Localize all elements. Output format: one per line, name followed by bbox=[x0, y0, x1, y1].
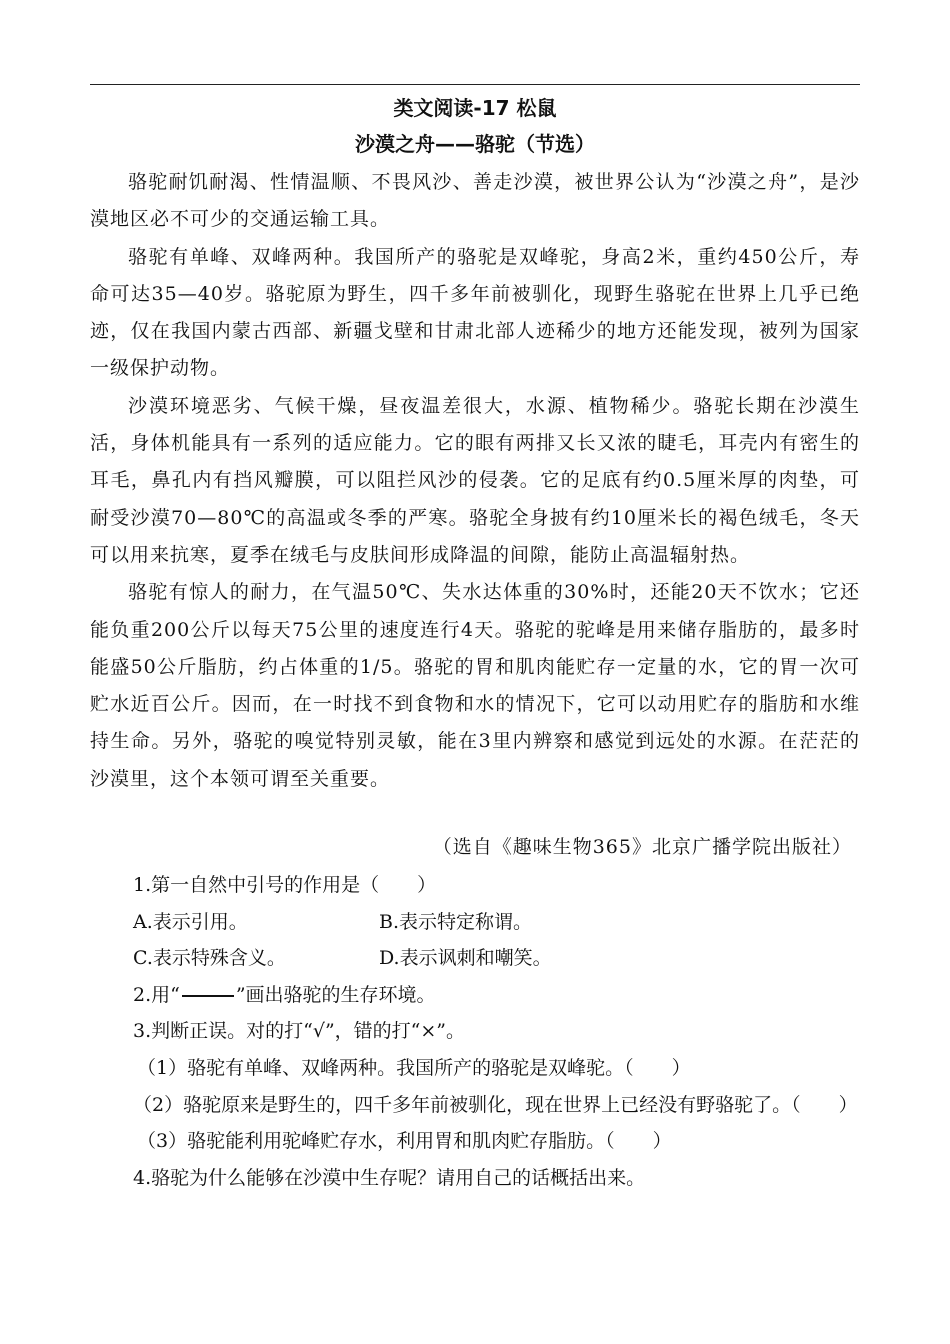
option-d: D.表示讽刺和嘲笑。 bbox=[379, 947, 552, 970]
question-3-item-3: （3）骆驼能利用驼峰贮存水，利用胃和肌肉贮存脂肪。（ ） bbox=[137, 1130, 672, 1153]
question-3-item-2: （2）骆驼原来是野生的，四千多年前被驯化，现在世界上已经没有野骆驼了。（ ） bbox=[133, 1093, 858, 1116]
question-3: 3.判断正误。对的打“√”，错的打“×”。 bbox=[133, 1020, 466, 1043]
top-rule bbox=[90, 84, 860, 85]
question-1: 1.第一自然中引号的作用是（ ） bbox=[133, 874, 437, 896]
questions-section bbox=[90, 867, 860, 1196]
question-4: 4.骆驼为什么能够在沙漠中生存呢？请用自己的话概括出来。 bbox=[133, 1166, 646, 1189]
question-1-options-row-2 bbox=[90, 940, 860, 977]
question-1-options-row-1 bbox=[90, 904, 860, 941]
article-source: （选自《趣味生物365》北京广播学院出版社） bbox=[432, 836, 852, 858]
paragraph-3: 沙漠环境恶劣、气候干燥，昼夜温差很大，水源、植物稀少。骆驼长期在沙漠生活，身体机能具有一系列的适应能力。它的眼有两排又长又浓的睫毛，耳壳内有密生的耳毛，鼻孔内有挡风瓣膜，可以阻拦风沙的侵袭。它的足底有约0.5厘米厚的肉垫，可耐受沙漠70—80℃的高温或冬季的严寒。骆驼全身披有约10厘米长的褐色绒毛，冬天可以用来抗寒，夏季在绒毛与皮肤间形成降温的间隙，能防止高温辐射热。 bbox=[90, 394, 860, 566]
article-body bbox=[90, 164, 860, 798]
question-3-item-1: （1）骆驼有单峰、双峰两种。我国所产的骆驼是双峰驼。（ ） bbox=[137, 1056, 691, 1079]
option-b: B.表示特定称谓。 bbox=[379, 910, 533, 933]
option-a: A.表示引用。 bbox=[133, 910, 248, 933]
page-header bbox=[90, 90, 860, 162]
question-2-prefix: 2.用“ bbox=[133, 983, 180, 1006]
article-title: 沙漠之舟——骆驼（节选） bbox=[355, 132, 595, 156]
page-title: 类文阅读-17 松鼠 bbox=[393, 96, 557, 120]
paragraph-1: 骆驼耐饥耐渴、性情温顺、不畏风沙、善走沙漠，被世界公认为“沙漠之舟”，是沙漠地区必不可少的交通运输工具。 bbox=[90, 171, 860, 231]
paragraph-2: 骆驼有单峰、双峰两种。我国所产的骆驼是双峰驼，身高2米，重约450公斤，寿命可达35—40岁。骆驼原为野生，四千多年前被驯化，现野生骆驼在世界上几乎已绝迹，仅在我国内蒙古西部、新疆戈壁和甘肃北部人迹稀少的地方还能发现，被列为国家一级保护动物。 bbox=[90, 245, 860, 380]
paragraph-4: 骆驼有惊人的耐力，在气温50℃、失水达体重的30%时，还能20天不饮水；它还能负重200公斤以每天75公里的速度连行4天。骆驼的驼峰是用来储存脂肪的，最多时能盛50公斤脂肪，约占体重的1/5。骆驼的胃和肌肉能贮存一定量的水，它的胃一次可贮水近百公斤。因而，在一时找不到食物和水的情况下，它可以动用贮存的脂肪和水维持生命。另外，骆驼的嗅觉特别灵敏，能在3里内辨察和感觉到远处的水源。在茫茫的沙漠里，这个本领可谓至关重要。 bbox=[90, 581, 860, 790]
question-2-suffix: ”画出骆驼的生存环境。 bbox=[235, 983, 436, 1006]
option-c: C.表示特殊含义。 bbox=[133, 947, 286, 970]
underline-mark bbox=[182, 994, 234, 997]
question-2 bbox=[90, 977, 860, 1014]
